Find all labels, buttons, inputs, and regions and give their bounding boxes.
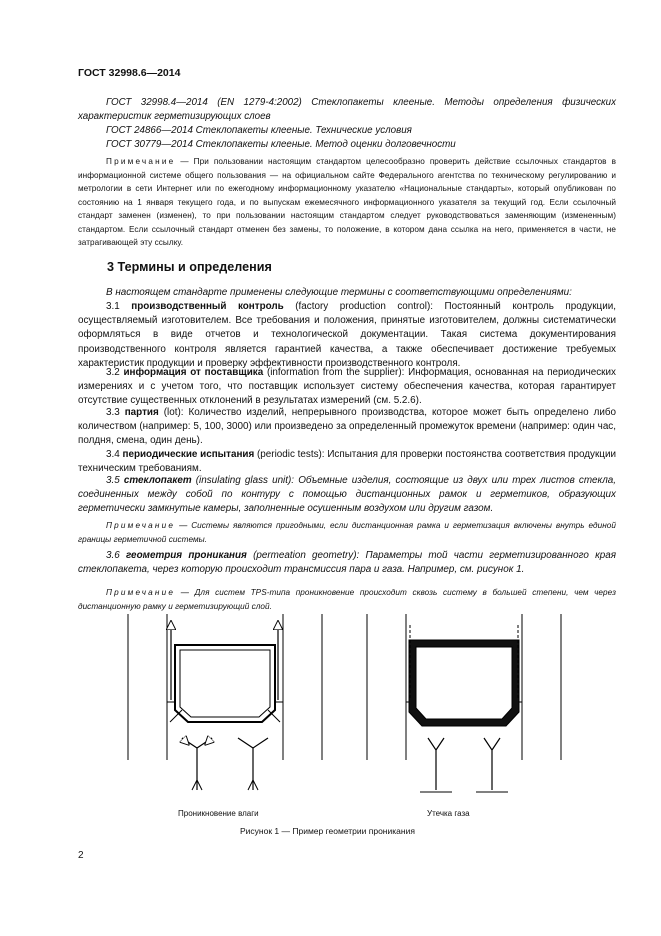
- note-text: — Системы являются пригодными, если дистанционная рамка и герметизация включены внутрь единой границы герметичной системы.: [78, 521, 616, 544]
- term-definition: Количество изделий, непрерывного производства, которое может быть определено либо количеством (например: 5, 100, 3000) или произведено за определенный промежуток времени (например: один час, полдня, смена, один день).: [78, 407, 617, 447]
- term-english: (lot):: [163, 407, 184, 418]
- term-number: 3.4: [106, 449, 120, 460]
- term-name: партия: [124, 407, 159, 418]
- term-english: (insulating glass unit):: [195, 475, 295, 486]
- term-number: 3.1: [106, 301, 120, 312]
- left-unit-diagram: [128, 614, 322, 790]
- term-english: (permeation geometry):: [253, 550, 360, 561]
- term-definition: Объемные изделия, состоящие из двух или трех листов стекла, соединенных между собой по контуру с помощью дистанционных рамок и герметиков, образующих герметически замкнутые камеры, заполненные осушенным воздухом или другим газом.: [78, 475, 616, 515]
- term-definition: Постоянный контроль продукции, осуществляемый изготовителем. Все требования и положения, принятые изготовителем, должны систематически оформляться в виде отчетов и технологической документации. Такая система документирования производственного контроля является гарантией качества, а также обеспечивает достижение требуемых характеристик продукции и проверку эффективности производственного контроля.: [78, 301, 616, 369]
- term-english: (periodic tests):: [257, 449, 325, 460]
- term-definition: Испытания для проверки постоянства соответствия продукции техническим требованиям.: [78, 449, 616, 475]
- term-number: 3.5: [106, 475, 120, 486]
- term-number: 3.2: [106, 367, 120, 378]
- term-number: 3.3: [106, 407, 120, 418]
- note-label: Примечание: [106, 588, 176, 597]
- note-label: Примечание: [106, 157, 176, 166]
- figure-left-caption: Проникновение влаги: [178, 809, 259, 818]
- note-text: — При пользовании настоящим стандартом целесообразно проверить действие ссылочных стандартов в информационной системе общего пользования — на официальном сайте Федерального агентства по техническому регулированию и метрологии в сети Интернет или по ежегодному информационному указателю «Национальные стандарты», который опубликован по состоянию на 1 января текущего года, и по выпускам ежемесячного информационного указателя за текущий год. Если ссылочный стандарт заменен (изменен), то при пользовании настоящим стандартом следует руководствоваться заменяющим (измененным) стандартом. Если ссылочный стандарт отменен без замены, то положение, в котором дана ссылка на него, применяется в части, не затрагивающей эту ссылку.: [78, 157, 617, 247]
- term-definition: Информация, основанная на периодических измерениях и с учетом того, что поставщик использует систему обеспечения качества, которая гарантирует отсутствие существенных отклонений в результатах измерений (см. 5.2.6).: [78, 367, 616, 407]
- page-number: 2: [78, 850, 84, 861]
- right-unit-diagram: [367, 614, 561, 792]
- term-name: геометрия проникания: [125, 550, 247, 561]
- reference-3: ГОСТ 30779—2014 Стеклопакеты клееные. Метод оценки долговечности: [106, 139, 456, 150]
- term-number: 3.6: [106, 550, 120, 561]
- reference-2: ГОСТ 24866—2014 Стеклопакеты клееные. Технические условия: [106, 125, 412, 136]
- document-header: ГОСТ 32998.6—2014: [78, 67, 181, 79]
- term-english: (factory production control):: [295, 301, 433, 312]
- term-name: производственный контроль: [131, 301, 284, 312]
- figure-caption: Рисунок 1 — Пример геометрии проникания: [240, 826, 415, 836]
- section-title: 3 Термины и определения: [107, 260, 272, 274]
- section-intro: В настоящем стандарте применены следующие термины с соответствующими определениями:: [106, 287, 572, 298]
- term-name: периодические испытания: [122, 449, 255, 460]
- term-english: (information from the supplier):: [266, 367, 405, 378]
- note-label: Примечание: [106, 521, 176, 530]
- term-definition: Параметры той части герметизированного края стеклопакета, через которую происходит трансмиссия пара и газа. Например, см. рисунок 1.: [78, 550, 616, 576]
- figure-right-caption: Утечка газа: [427, 809, 470, 818]
- note-text: — Для систем TPS-типа проникновение происходит сквозь систему в большей степени, чем через дистанционную рамку и герметизирующий слой.: [78, 588, 616, 611]
- term-name: стеклопакет: [123, 475, 192, 486]
- reference-1: ГОСТ 32998.4—2014 (EN 1279-4:2002) Стеклопакеты клееные. Методы определения физических характеристик герметизирующих слоев: [78, 97, 616, 122]
- term-name: информация от поставщика: [123, 367, 264, 378]
